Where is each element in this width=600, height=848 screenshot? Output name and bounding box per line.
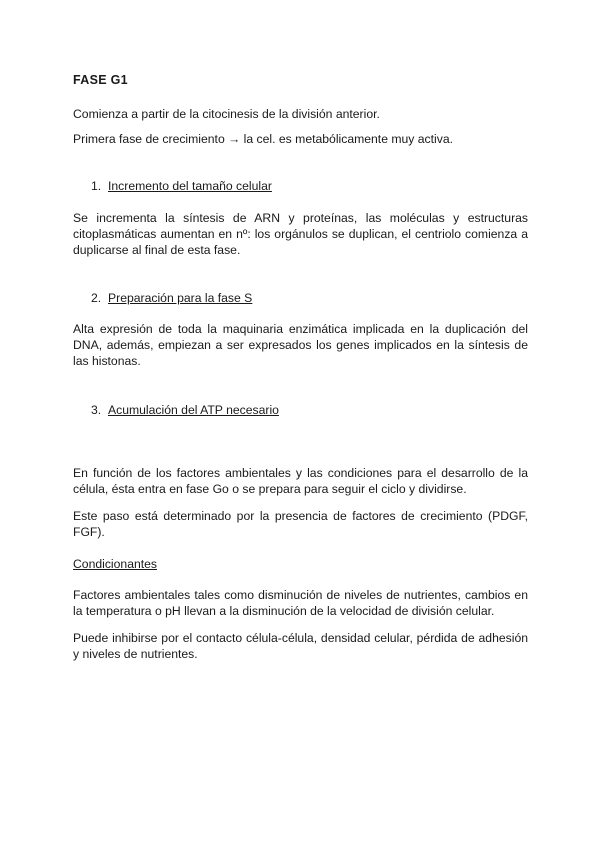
list-item-number: 2. [91,291,102,305]
body-paragraph-1: En función de los factores ambientales y las condiciones para el desarrollo de la célula, ésta entra en fase Go o se prepara para seguir el ciclo y dividirse. [73,466,528,496]
item-2-paragraph: Alta expresión de toda la maquinaria enzimática implicada en la duplicación del DNA, además, empiezan a ser expresados los genes implicados en la síntesis de las histonas. [73,322,528,368]
item-1-paragraph: Se incrementa la síntesis de ARN y proteínas, las moléculas y estructuras citoplasmáticas aumentan en nº: los orgánulos se duplican, el centriolo comienza a duplicarse al final de esta fase. [73,211,528,257]
condicionantes-paragraph-2: Puede inhibirse por el contacto célula-célula, densidad celular, pérdida de adhesión y niveles de nutrientes. [73,631,528,661]
body-paragraph-2: Este paso está determinado por la presencia de factores de crecimiento (PDGF, FGF). [73,509,528,539]
list-item-2 [91,290,491,306]
intro-paragraph-2: Primera fase de crecimiento → la cel. es metabólicamente muy activa. [73,132,453,146]
condicionantes-paragraph-1: Factores ambientales tales como disminución de niveles de nutrientes, cambios en la temperatura o pH llevan a la disminución de la velocidad de división celular. [73,588,528,618]
list-item-1 [91,178,491,194]
page-title: FASE G1 [73,73,128,87]
list-item-heading: Acumulación del ATP necesario [108,403,279,417]
list-item-number: 3. [91,403,102,417]
list-item-3 [91,402,491,418]
section-heading-condicionantes: Condicionantes [73,557,158,571]
list-item-number: 1. [91,179,102,193]
list-item-heading: Preparación para la fase S [108,291,253,305]
intro-paragraph-1: Comienza a partir de la citocinesis de la división anterior. [73,107,380,121]
list-item-heading: Incremento del tamaño celular [108,179,272,193]
